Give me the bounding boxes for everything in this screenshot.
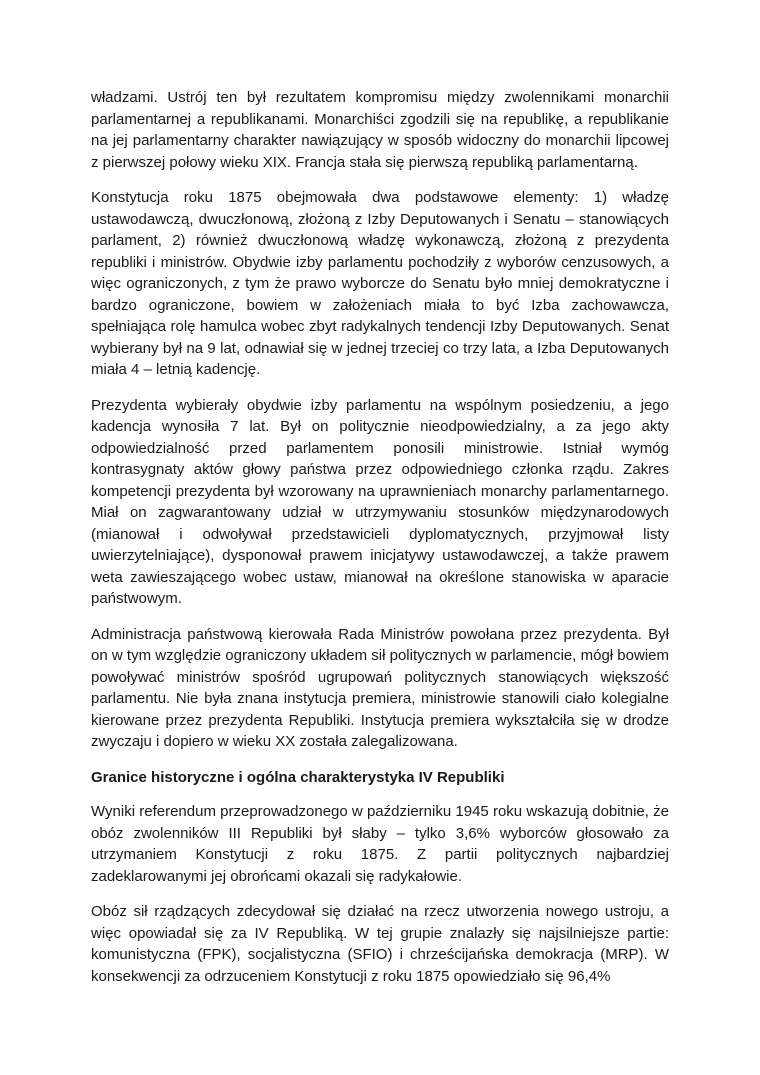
paragraph-konstytucja-1875: Konstytucja roku 1875 obejmowała dwa podstawowe elementy: 1) władzę ustawodawczą, dwuczłonową, złożoną z Izby Deputowanych i Senatu – stanowiących parlament, 2) również dwuczłonową władzę wykonawczą, złożoną z prezydenta republiki i ministrów. Obydwie izby parlamentu pochodziły z wyborów cenzusowych, a więc ograniczonych, z tym że prawo wyborcze do Senatu było mniej demokratyczne i bardzo ograniczone, bowiem w założeniach miała to być Izba zachowawcza, spełniająca rolę hamulca wobec zbyt radykalnych tendencji Izby Deputowanych. Senat wybierany był na 9 lat, odnawiał się w jednej trzeciej co trzy lata, a Izba Deputowanych miała 4 – letnią kadencję. (91, 189, 669, 378)
paragraph-oboz-sil: Obóz sił rządzących zdecydował się działać na rzecz utworzenia nowego ustroju, a więc opowiadał się za IV Republiką. W tej grupie znalazły się najsilniejsze partie: komunistyczna (FPK), socjalistyczna (SFIO) i chrześcijańska demokracja (MRP). W konsekwencji za odrzuceniem Konstytucji z roku 1875 opowiedziało się 96,4% (91, 903, 669, 985)
paragraph-referendum: Wyniki referendum przeprowadzonego w październiku 1945 roku wskazują dobitnie, że obóz zwolenników III Republiki był słaby – tylko 3,6% wyborców głosowało za utrzymaniem Konstytucji z roku 1875. Z partii politycznych najbardziej zadeklarowanymi jej obrońcami okazali się radykałowie. (91, 803, 669, 885)
section-heading: Granice historyczne i ogólna charakterystyka IV Republiki (91, 768, 505, 786)
document-page (91, 87, 669, 1001)
paragraph-prezydent: Prezydenta wybierały obydwie izby parlamentu na wspólnym posiedzeniu, a jego kadencja wynosiła 7 lat. Był on politycznie nieodpowiedzialny, a za jego akty odpowiedzialność przed parlamentem ponosili ministrowie. Istniał wymóg kontrasygnaty aktów głowy państwa przez odpowiedniego członka rządu. Zakres kompetencji prezydenta był wzorowany na uprawnieniach monarchy parlamentarnego. Miał on zagwarantowany udział w utrzymywaniu stosunków międzynarodowych (mianował i odwoływał przedstawicieli dyplomatycznych, przyjmował listy uwierzytelniające), dysponował prawem inicjatywy ustawodawczej, a także prawem weta zawieszającego wobec ustaw, mianował na określone stanowiska w aparacie państwowym. (91, 396, 669, 607)
paragraph-kompromis: władzami. Ustrój ten był rezultatem kompromisu między zwolennikami monarchii parlamentarnej a republikanami. Monarchiści zgodzili się na republikę, a republikanie na jej parlamentarny charakter nawiązujący w sposób widoczny do monarchii lipcowej z pierwszej połowy wieku XIX. Francja stała się pierwszą republiką parlamentarną. (91, 89, 669, 171)
paragraph-administracja: Administracja państwową kierowała Rada Ministrów powołana przez prezydenta. Był on w tym względzie ograniczony układem sił politycznych w parlamencie, mógł bowiem powoływać ministrów spośród ugrupowań politycznych stanowiących większość parlamentu. Nie była znana instytucja premiera, ministrowie stanowili ciało kolegialne kierowane przez prezydenta Republiki. Instytucja premiera wykształciła się w drodze zwyczaju i dopiero w wieku XX została zalegalizowana. (91, 625, 669, 750)
